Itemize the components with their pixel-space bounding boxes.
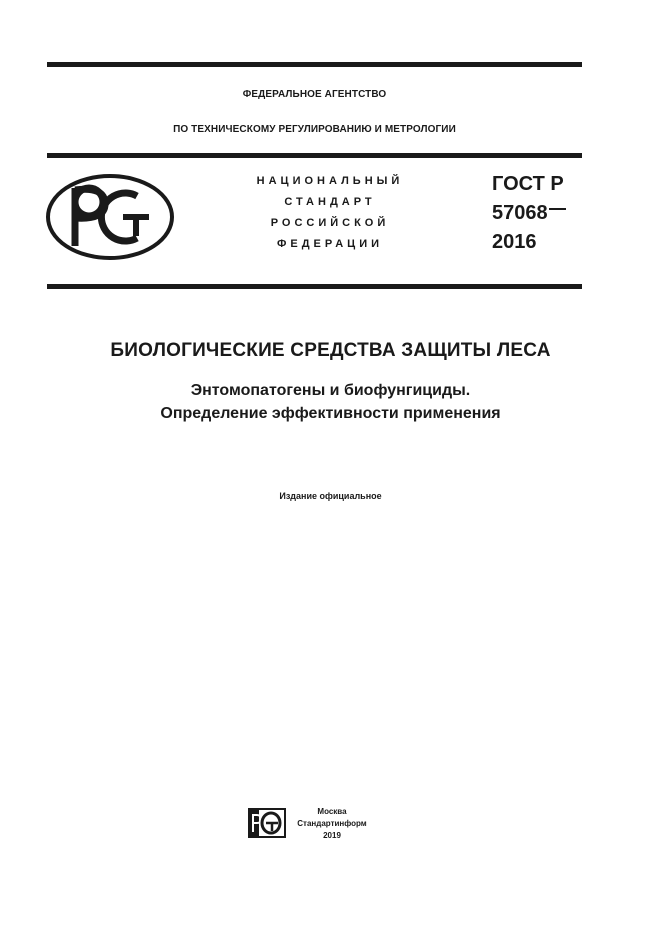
publisher-city: Москва: [317, 807, 347, 816]
bottom-header-rule: [47, 284, 582, 289]
number-dash: [549, 208, 566, 210]
standard-number-row: [492, 199, 566, 228]
publication-year: 2019: [323, 831, 341, 840]
standard-designation: [492, 170, 566, 257]
publisher-name: Стандартинформ: [297, 819, 367, 828]
gost-r-certification-mark-icon: [45, 172, 175, 262]
standard-designation-prefix: ГОСТ Р: [492, 173, 564, 195]
subtitle-line1: Энтомопатогены и биофунгициды.: [190, 382, 471, 399]
standard-type-line: НАЦИОНАЛЬНЫЙ: [256, 175, 404, 187]
edition-label: Издание официальное: [279, 491, 382, 501]
standard-number: 57068: [492, 202, 548, 224]
top-rule: [47, 62, 582, 67]
agency-name-line2: ПО ТЕХНИЧЕСКОМУ РЕГУЛИРОВАНИЮ И МЕТРОЛОГИИ: [173, 124, 456, 135]
standard-type-line: ФЕДЕРАЦИИ: [276, 238, 384, 250]
header-rule: [47, 153, 582, 158]
standartinform-logo-icon: [248, 808, 286, 838]
standard-type: [225, 171, 435, 255]
publisher-imprint: [295, 806, 369, 842]
document-title: БИОЛОГИЧЕСКИЕ СРЕДСТВА ЗАЩИТЫ ЛЕСА: [110, 340, 551, 361]
agency-name-line1: ФЕДЕРАЛЬНОЕ АГЕНТСТВО: [242, 89, 387, 100]
subtitle-line2: Определение эффективности применения: [160, 405, 501, 422]
standard-type-line: СТАНДАРТ: [284, 196, 376, 208]
document-subtitle: [0, 379, 661, 425]
standard-year: 2016: [492, 231, 537, 253]
standard-type-line: РОССИЙСКОЙ: [270, 217, 390, 229]
